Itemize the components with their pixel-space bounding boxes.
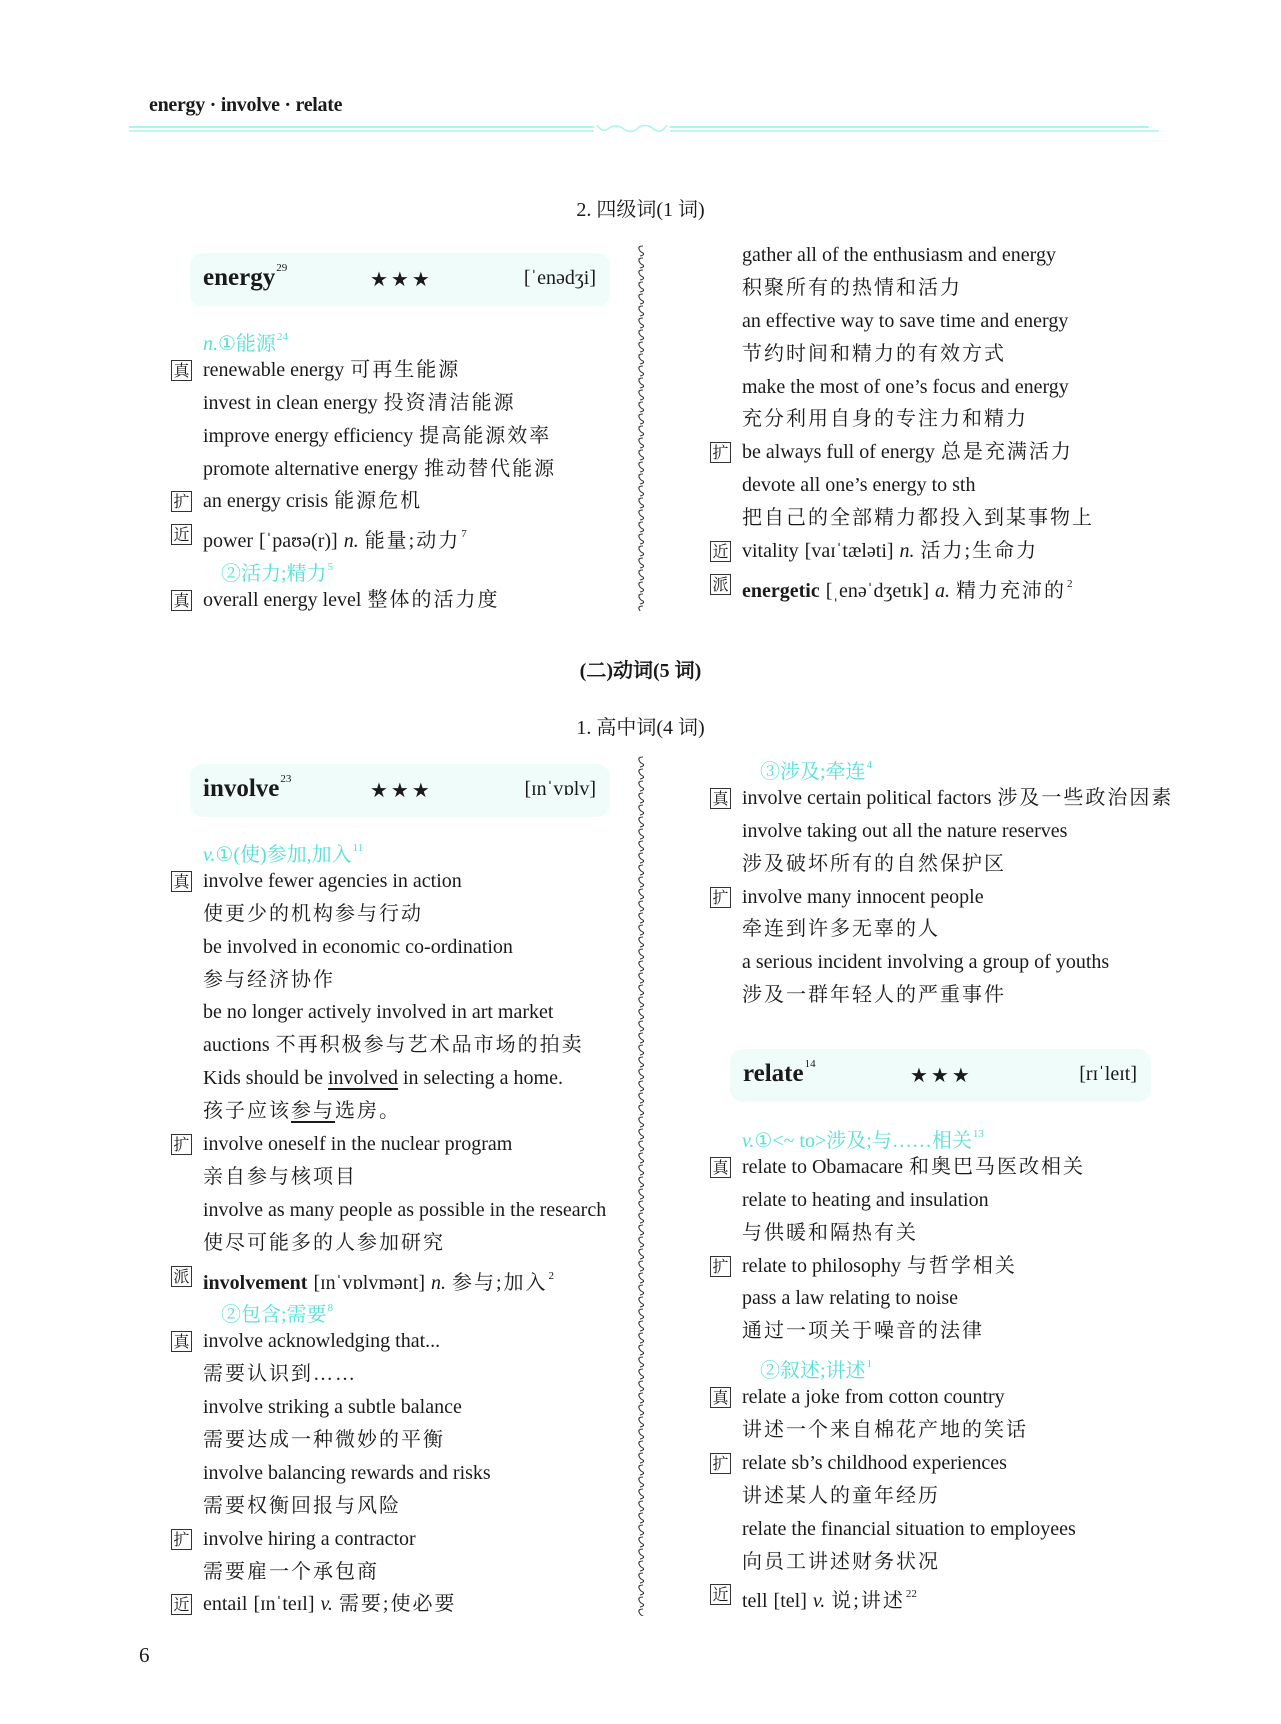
english-phrase: promote alternative energy xyxy=(203,457,419,480)
part-of-speech: n. xyxy=(343,530,359,553)
chinese-translation: 投资清洁能源 xyxy=(383,391,516,414)
chinese-translation-part: 孩子应该 xyxy=(203,1100,291,1123)
example-line xyxy=(171,1128,631,1161)
example-line xyxy=(710,338,1170,371)
chinese-translation: 亲自参与核项目 xyxy=(203,1165,357,1188)
frequency-count: 1 xyxy=(866,1358,873,1371)
example-line xyxy=(171,1227,631,1260)
example-line xyxy=(710,979,1170,1012)
related-word: involvement xyxy=(203,1271,308,1294)
section-heading-senior: 1. 高中词(4 词) xyxy=(576,717,705,739)
sense-line xyxy=(710,1118,1170,1151)
tag-derivative-icon: 派 xyxy=(171,1266,192,1287)
example-line xyxy=(171,1358,631,1391)
frequency-count: 2 xyxy=(1067,577,1073,590)
chinese-translation: 讲述某人的童年经历 xyxy=(742,1484,940,1507)
english-phrase: a serious incident involving a group of youths xyxy=(742,951,1110,974)
related-word: tell xyxy=(742,1590,768,1613)
example-line xyxy=(171,453,631,486)
example-line xyxy=(710,913,1170,946)
sense-line xyxy=(710,1348,1170,1381)
english-phrase-part: Kids should be xyxy=(203,1067,328,1090)
english-phrase: pass a law relating to noise xyxy=(742,1287,959,1310)
chinese-translation: 涉及一群年轻人的严重事件 xyxy=(742,984,1006,1007)
page-number: 6 xyxy=(139,1643,150,1667)
example-line xyxy=(171,584,631,617)
english-phrase: improve energy efficiency xyxy=(203,424,414,447)
headword xyxy=(743,1058,816,1088)
tag-extension-icon: 扩 xyxy=(710,442,731,463)
sense-line xyxy=(171,1292,631,1325)
english-phrase: be always full of energy xyxy=(742,441,935,464)
tag-real-exam-icon: 真 xyxy=(710,1157,731,1178)
headword xyxy=(203,773,291,803)
part-of-speech: a. xyxy=(935,579,950,602)
example-line xyxy=(710,469,1170,502)
related-word-line xyxy=(171,1260,631,1293)
definition: 需要;使必要 xyxy=(338,1593,457,1616)
example-line xyxy=(710,272,1170,305)
headword xyxy=(203,262,287,292)
chinese-translation: 通过一项关于噪音的法律 xyxy=(742,1320,984,1343)
headword-text: relate xyxy=(743,1060,804,1087)
related-word: vitality xyxy=(742,540,799,563)
chinese-translation: 整体的活力度 xyxy=(367,589,500,612)
pronunciation: [ˌenəˈdʒetɪk] xyxy=(825,579,929,602)
chinese-translation: 和奥巴马医改相关 xyxy=(909,1155,1086,1178)
example-line xyxy=(710,815,1170,848)
part-of-speech: v. xyxy=(203,844,216,866)
tag-synonym-icon: 近 xyxy=(171,524,192,545)
tag-extension-icon: 扩 xyxy=(171,491,192,512)
chinese-translation: 总是充满活力 xyxy=(940,441,1073,464)
headword-card-relate xyxy=(730,1049,1151,1102)
english-phrase: involve hiring a contractor xyxy=(203,1527,416,1550)
sense-text: ①<~ to>涉及;与……相关 xyxy=(754,1130,972,1152)
headword-text: energy xyxy=(203,264,276,291)
definition: 参与;加入 xyxy=(451,1271,548,1294)
star-rating: ★★★ xyxy=(370,780,433,802)
chinese-translation: 牵连到许多无辜的人 xyxy=(742,918,940,941)
chinese-translation: 参与经济协作 xyxy=(203,968,335,991)
chinese-translation: 使尽可能多的人参加研究 xyxy=(203,1231,445,1254)
example-line xyxy=(710,502,1170,535)
english-phrase: gather all of the enthusiasm and energy xyxy=(742,244,1056,266)
frequency-count: 2 xyxy=(548,1269,555,1282)
tag-extension-icon: 扩 xyxy=(171,1529,192,1550)
example-line xyxy=(710,1151,1170,1184)
english-phrase: relate to philosophy xyxy=(742,1254,901,1277)
example-line xyxy=(171,996,631,1029)
frequency-count: 13 xyxy=(972,1128,984,1140)
chinese-translation: 不再积极参与艺术品市场的拍卖 xyxy=(275,1034,584,1057)
tag-synonym-icon: 近 xyxy=(171,1594,192,1615)
chinese-translation: 讲述一个来自棉花产地的笑话 xyxy=(742,1419,1028,1442)
pronunciation: [rɪˈleɪt] xyxy=(1079,1063,1137,1085)
english-phrase: relate to Obamacare xyxy=(742,1155,904,1178)
related-word-line xyxy=(710,1578,1170,1611)
tag-synonym-icon: 近 xyxy=(710,1584,731,1605)
pronunciation: [ɪnˈteɪl] xyxy=(253,1593,315,1616)
part-of-speech: n. xyxy=(430,1271,446,1294)
english-phrase: renewable energy xyxy=(203,358,345,381)
tag-extension-icon: 扩 xyxy=(710,887,731,908)
chinese-translation: 推动替代能源 xyxy=(424,457,557,480)
english-phrase: overall energy level xyxy=(203,589,362,612)
english-phrase: involve certain political factors xyxy=(742,786,992,809)
example-line xyxy=(710,1480,1170,1513)
chinese-translation: 需要达成一种微妙的平衡 xyxy=(203,1429,445,1452)
example-line xyxy=(710,436,1170,469)
frequency-count: 23 xyxy=(280,773,292,785)
chinese-translation: 可再生能源 xyxy=(350,358,461,381)
english-phrase: be no longer actively involved in art market xyxy=(203,1001,554,1024)
example-line xyxy=(710,371,1170,404)
sense-text: ②活力;精力 xyxy=(221,563,327,586)
chinese-translation: 涉及破坏所有的自然保护区 xyxy=(742,852,1006,875)
example-line xyxy=(171,1095,631,1128)
example-line xyxy=(171,865,631,898)
sense-text: ①(使)参加,加入 xyxy=(215,844,352,866)
entry-column-energy-left xyxy=(171,321,631,617)
header-ornamental-rule xyxy=(129,124,1159,134)
english-phrase: invest in clean energy xyxy=(203,391,378,414)
tag-derivative-icon: 派 xyxy=(710,574,731,595)
pronunciation: [vaɪˈtæləti] xyxy=(804,540,894,563)
frequency-count: 22 xyxy=(905,1588,917,1601)
example-line xyxy=(171,1457,631,1490)
english-phrase: an effective way to save time and energy xyxy=(742,309,1069,332)
example-line xyxy=(710,1414,1170,1447)
chinese-translation-part: 选房。 xyxy=(335,1100,401,1123)
chinese-translation: 与供暖和隔热有关 xyxy=(742,1221,918,1244)
english-phrase: an energy crisis xyxy=(203,490,329,513)
english-phrase: relate the financial situation to employees xyxy=(742,1517,1076,1540)
chinese-translation: 与哲学相关 xyxy=(906,1254,1017,1277)
example-line xyxy=(710,239,1170,272)
example-line xyxy=(171,387,631,420)
chinese-translation: 能源危机 xyxy=(334,490,423,513)
chinese-translation: 积聚所有的热情和活力 xyxy=(742,276,962,299)
tag-extension-icon: 扩 xyxy=(171,1134,192,1155)
english-phrase: devote all one’s energy to sth xyxy=(742,474,976,497)
definition: 说;讲述 xyxy=(831,1590,905,1613)
chinese-translation: 向员工讲述财务状况 xyxy=(742,1550,940,1573)
tag-real-exam-icon: 真 xyxy=(710,788,731,809)
pronunciation: [ɪnˈvɒlv] xyxy=(524,778,596,800)
sense-text: ②叙述;讲述 xyxy=(760,1360,866,1383)
frequency-count: 8 xyxy=(327,1302,334,1315)
pronunciation: [tel] xyxy=(773,1590,807,1613)
part-of-speech: n. xyxy=(203,333,218,355)
example-line xyxy=(171,898,631,931)
example-line xyxy=(710,1217,1170,1250)
tag-synonym-icon: 近 xyxy=(710,541,731,562)
example-line xyxy=(171,931,631,964)
english-phrase: involve fewer agencies in action xyxy=(203,869,462,892)
chinese-translation: 节约时间和精力的有效方式 xyxy=(742,342,1006,365)
english-phrase: involve oneself in the nuclear program xyxy=(203,1133,513,1156)
chinese-translation: 提高能源效率 xyxy=(419,424,552,447)
example-line xyxy=(171,1523,631,1556)
english-phrase: relate to heating and insulation xyxy=(742,1188,989,1211)
sense-line xyxy=(710,749,1170,782)
tag-extension-icon: 扩 xyxy=(710,1453,731,1474)
frequency-count: 29 xyxy=(276,262,288,274)
example-line xyxy=(710,946,1170,979)
section-heading-verbs: (二)动词(5 词) xyxy=(579,660,702,682)
example-line xyxy=(171,1490,631,1523)
related-word: power xyxy=(203,530,253,553)
tag-real-exam-icon: 真 xyxy=(171,871,192,892)
chinese-translation xyxy=(203,1100,401,1122)
example-line xyxy=(710,1447,1170,1480)
related-word: entail xyxy=(203,1593,248,1616)
related-word-line xyxy=(171,1588,631,1621)
related-word: energetic xyxy=(742,579,820,602)
definition: 能量;动力 xyxy=(364,530,461,553)
definition: 精力充沛的 xyxy=(956,579,1066,602)
example-line xyxy=(710,1282,1170,1315)
sense-text: ③涉及;牵连 xyxy=(760,761,866,783)
example-line xyxy=(710,1546,1170,1579)
frequency-count: 4 xyxy=(866,759,873,771)
chinese-translation: 涉及一些政治因素 xyxy=(997,786,1174,809)
tag-extension-icon: 扩 xyxy=(710,1256,731,1277)
part-of-speech: n. xyxy=(899,540,915,563)
example-line xyxy=(171,1194,631,1227)
pronunciation: [ˈpaʊə(r)] xyxy=(258,530,338,553)
example-line xyxy=(710,1513,1170,1546)
chinese-translation: 使更少的机构参与行动 xyxy=(203,902,423,925)
english-phrase: involve acknowledging that... xyxy=(203,1330,441,1353)
frequency-count: 5 xyxy=(327,561,334,574)
related-word-line xyxy=(710,535,1170,568)
example-line xyxy=(710,1315,1170,1348)
entry-column-involve-left xyxy=(171,832,631,1621)
chinese-translation: 需要权衡回报与风险 xyxy=(203,1494,401,1517)
chinese-translation: 充分利用自身的专注力和精力 xyxy=(742,408,1028,431)
column-divider-wavy xyxy=(635,245,647,611)
sense-text: ①能源 xyxy=(218,333,276,355)
example-line xyxy=(710,881,1170,914)
example-line xyxy=(710,1184,1170,1217)
sense-line xyxy=(171,832,631,865)
column-divider-wavy xyxy=(635,756,647,1616)
star-rating: ★★★ xyxy=(370,269,433,291)
english-phrase: auctions xyxy=(203,1034,270,1057)
english-phrase: involve taking out all the nature reserves xyxy=(742,819,1068,842)
entry-column-involve-right xyxy=(710,749,1174,1012)
frequency-count: 14 xyxy=(804,1058,816,1070)
related-word-line xyxy=(710,568,1170,601)
english-phrase: make the most of one’s focus and energy xyxy=(742,375,1069,398)
entry-column-relate xyxy=(710,1118,1170,1611)
chinese-translation: 把自己的全部精力都投入到某事物上 xyxy=(742,507,1094,530)
example-line xyxy=(171,1161,631,1194)
sense-text: ②包含;需要 xyxy=(221,1304,327,1327)
frequency-count: 11 xyxy=(352,842,364,854)
tag-real-exam-icon: 真 xyxy=(171,360,192,381)
english-phrase: involve as many people as possible in the research xyxy=(203,1198,607,1221)
pronunciation: [ɪnˈvɒlvmənt] xyxy=(313,1271,425,1294)
example-line xyxy=(171,1062,631,1095)
example-line xyxy=(171,354,631,387)
example-line xyxy=(710,305,1170,338)
definition: 活力;生命力 xyxy=(920,540,1039,563)
chinese-translation: 需要雇一个承包商 xyxy=(203,1560,379,1583)
english-phrase: involve striking a subtle balance xyxy=(203,1396,462,1419)
english-phrase: be involved in economic co-ordination xyxy=(203,935,513,958)
part-of-speech: v. xyxy=(320,1593,333,1616)
star-rating: ★★★ xyxy=(910,1065,973,1087)
entry-column-energy-right xyxy=(710,239,1170,601)
pronunciation: [ˈenədʒi] xyxy=(523,267,596,289)
sense-line xyxy=(171,321,631,354)
related-word-line xyxy=(171,518,631,551)
underlined-keyword: involved xyxy=(328,1067,398,1090)
tag-real-exam-icon: 真 xyxy=(171,1331,192,1352)
english-phrase: relate a joke from cotton country xyxy=(742,1386,1005,1409)
sense-line xyxy=(171,551,631,584)
example-line xyxy=(710,848,1170,881)
english-phrase: involve balancing rewards and risks xyxy=(203,1461,491,1484)
chinese-translation: 需要认识到…… xyxy=(203,1363,357,1386)
english-phrase: relate sb’s childhood experiences xyxy=(742,1451,1007,1474)
english-phrase-part: in selecting a home. xyxy=(398,1067,563,1090)
example-line xyxy=(710,403,1170,436)
example-line xyxy=(171,1424,631,1457)
example-line xyxy=(171,420,631,453)
example-line xyxy=(171,964,631,997)
tag-real-exam-icon: 真 xyxy=(710,1387,731,1408)
running-header-title: energy · involve · relate xyxy=(149,94,343,116)
example-line xyxy=(710,1381,1170,1414)
part-of-speech: v. xyxy=(812,1590,826,1613)
headword-text: involve xyxy=(203,775,280,802)
frequency-count: 24 xyxy=(276,331,288,343)
headword-card-involve xyxy=(190,764,610,817)
english-phrase: involve many innocent people xyxy=(742,885,984,908)
part-of-speech: v. xyxy=(742,1130,755,1152)
example-line xyxy=(710,782,1174,815)
example-line xyxy=(171,1556,631,1589)
example-line xyxy=(171,1391,631,1424)
frequency-count: 7 xyxy=(461,528,467,541)
section-heading-level4: 2. 四级词(1 词) xyxy=(576,199,705,221)
headword-card-energy xyxy=(190,253,610,306)
tag-real-exam-icon: 真 xyxy=(171,590,192,611)
example-line xyxy=(171,485,631,518)
example-line xyxy=(171,1325,631,1358)
underlined-keyword: 参与 xyxy=(291,1100,335,1123)
example-line xyxy=(710,1250,1170,1283)
example-line xyxy=(171,1029,631,1062)
